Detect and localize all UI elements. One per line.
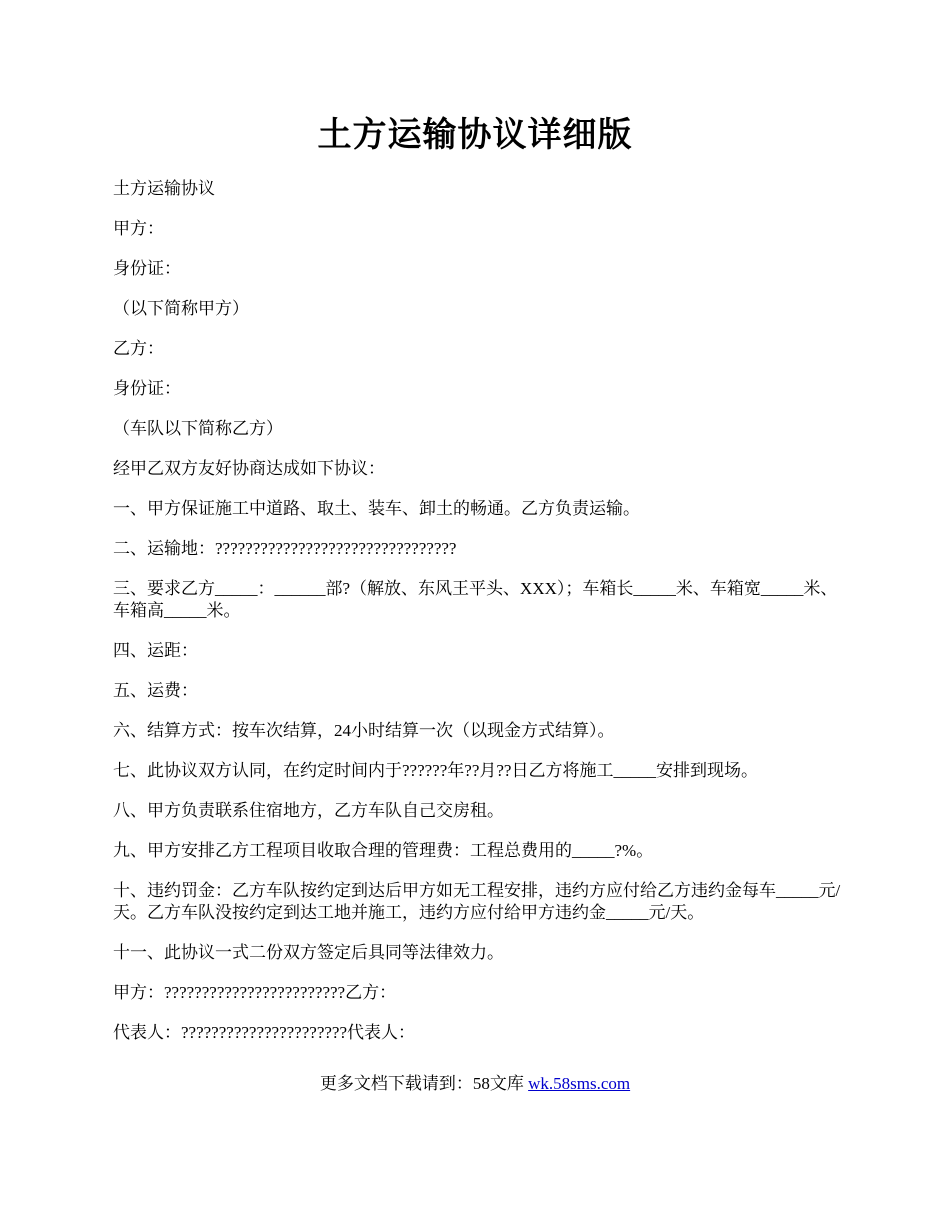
clause-8: 八、甲方负责联系住宿地方，乙方车队自己交房租。 [113, 801, 504, 820]
clause-5: 五、运费： [113, 681, 198, 700]
document-body [113, 178, 843, 1062]
document-title: 土方运输协议详细版 [317, 117, 633, 154]
footer-text: 更多文档下载请到：58文库 [319, 1074, 529, 1093]
clause-2: 二、运输地：???????????????????????????????? [113, 539, 457, 558]
footer-link[interactable]: wk.58sms.com [528, 1074, 631, 1093]
clause-9: 九、甲方安排乙方工程项目收取合理的管理费：工程总费用的_____?%。 [113, 841, 654, 860]
footer [0, 1073, 950, 1095]
paragraph-party-a-alias: （以下简称甲方） [113, 299, 249, 318]
clause-4: 四、运距： [113, 641, 198, 660]
signature-representatives: 代表人：??????????????????????代表人： [113, 1023, 415, 1042]
clause-6: 六、结算方式：按车次结算，24小时结算一次（以现金方式结算）。 [113, 721, 615, 740]
paragraph-party-a-id: 身份证： [113, 259, 181, 278]
paragraph-party-b-alias: （车队以下简称乙方） [113, 419, 283, 438]
signature-parties: 甲方：????????????????????????乙方： [113, 983, 397, 1002]
clause-11: 十一、此协议一式二份双方签定后具同等法律效力。 [113, 943, 504, 962]
paragraph-intro: 经甲乙双方友好协商达成如下协议： [113, 459, 385, 478]
clause-10: 十、违约罚金：乙方车队按约定到达后甲方如无工程安排，违约方应付给乙方违约金每车_____元/天。乙方车队没按约定到达工地并施工，违约方应付给甲方违约金_____元/天。 [113, 881, 841, 922]
clause-3: 三、要求乙方_____：______部?（解放、东风王平头、XXX）；车箱长_____米、车箱宽_____米、车箱高_____米。 [113, 579, 838, 620]
paragraph-party-b-id: 身份证： [113, 379, 181, 398]
clause-7: 七、此协议双方认同，在约定时间内于??????年??月??日乙方将施工_____安排到现场。 [113, 761, 758, 780]
paragraph-party-a: 甲方： [113, 219, 164, 238]
paragraph-party-b: 乙方： [113, 339, 164, 358]
paragraph-heading: 土方运输协议 [113, 179, 215, 198]
clause-1: 一、甲方保证施工中道路、取土、装车、卸土的畅通。乙方负责运输。 [113, 499, 640, 518]
